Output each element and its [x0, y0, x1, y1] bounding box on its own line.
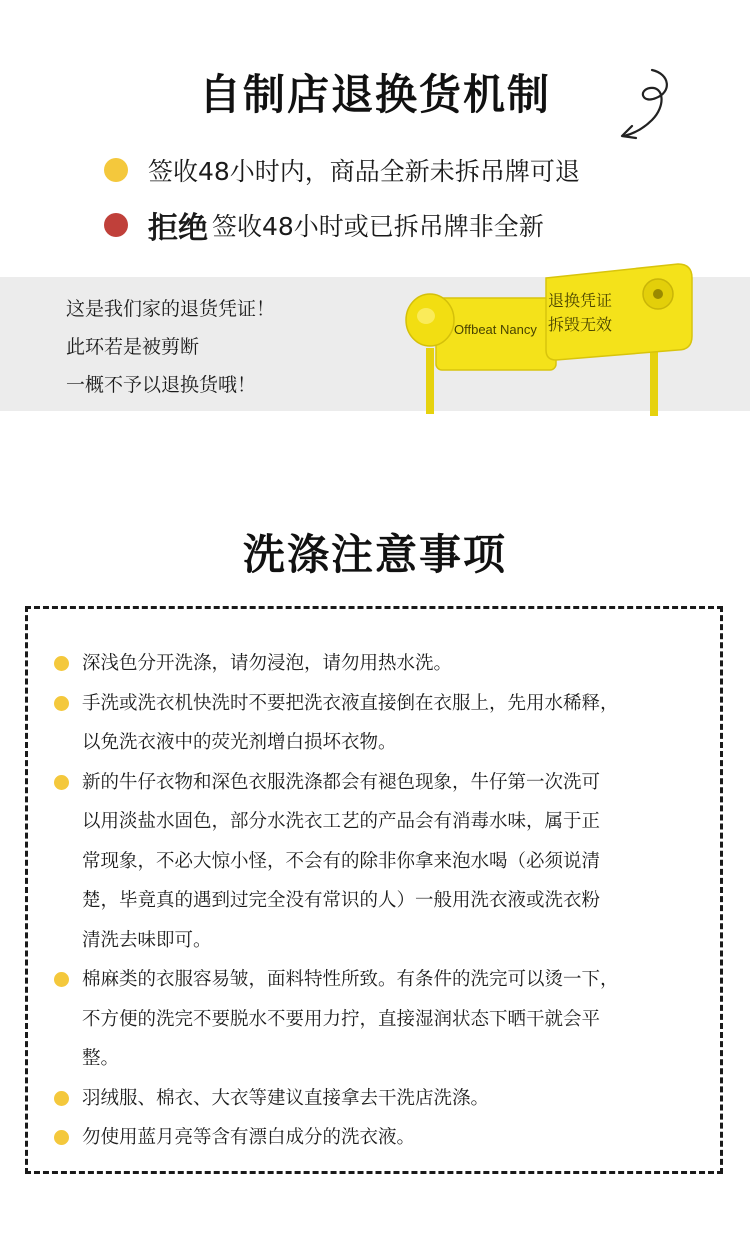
- list-item: 深浅色分开洗涤，请勿浸泡，请勿用热水洗。: [54, 644, 714, 684]
- reject-strong-text: 拒绝: [148, 211, 208, 246]
- accept-dot-icon: [104, 158, 128, 182]
- list-item: 手洗或洗衣机快洗时不要把洗衣液直接倒在衣服上，先用水稀释， 以免洗衣液中的荧光剂增白损坏衣物。: [54, 684, 714, 763]
- bullet-icon: [54, 972, 69, 987]
- list-item: 棉麻类的衣服容易皱，面料特性所致。有条件的洗完可以烫一下， 不方便的洗完不要脱水不要用力拧，直接湿润状态下晒干就会平 整。: [54, 960, 714, 1079]
- tag-line-2: 拆毁无效: [548, 315, 613, 334]
- reject-policy: [104, 203, 544, 247]
- voucher-line-3: 一概不予以退换货哦！: [66, 374, 257, 396]
- voucher-line-1: 这是我们家的退货凭证！: [66, 298, 276, 320]
- reject-policy-text: 签收48小时或已拆吊牌非全新: [212, 212, 544, 241]
- list-item: 羽绒服、棉衣、大衣等建议直接拿去干洗店洗涤。: [54, 1079, 714, 1119]
- bullet-icon: [54, 775, 69, 790]
- list-item: 新的牛仔衣物和深色衣服洗涤都会有褪色现象，牛仔第一次洗可 以用淡盐水固色，部分水洗衣工艺的产品会有消毒水味，属于正 常现象，不必大惊小怪，不会有的除非你拿来泡水喝（必须说清 楚，毕竟真的遇到过完全没有常识的人）一般用洗衣液或洗衣粉 清洗去味即可。: [54, 763, 714, 961]
- washing-title: 洗涤注意事项: [242, 530, 507, 579]
- arrow-doodle-icon: [612, 66, 676, 146]
- return-policy-title: 自制店退换货机制: [198, 70, 551, 119]
- bullet-icon: [54, 696, 69, 711]
- bullet-icon: [54, 1091, 69, 1106]
- accept-policy: [104, 152, 580, 188]
- reject-dot-icon: [104, 213, 128, 237]
- return-voucher-tag-image: [396, 256, 706, 416]
- bullet-icon: [54, 1130, 69, 1145]
- tag-line-1: 退换凭证: [548, 291, 613, 310]
- voucher-line-2: 此环若是被剪断: [66, 336, 200, 358]
- list-item: 勿使用蓝月亮等含有漂白成分的洗衣液。: [54, 1118, 714, 1158]
- tag-brand: Offbeat Nancy: [454, 322, 537, 337]
- accept-policy-text: 签收48小时内，商品全新未拆吊牌可退: [148, 157, 580, 186]
- voucher-notice: [66, 290, 275, 404]
- bullet-icon: [54, 656, 69, 671]
- washing-notes-list: [54, 644, 714, 1158]
